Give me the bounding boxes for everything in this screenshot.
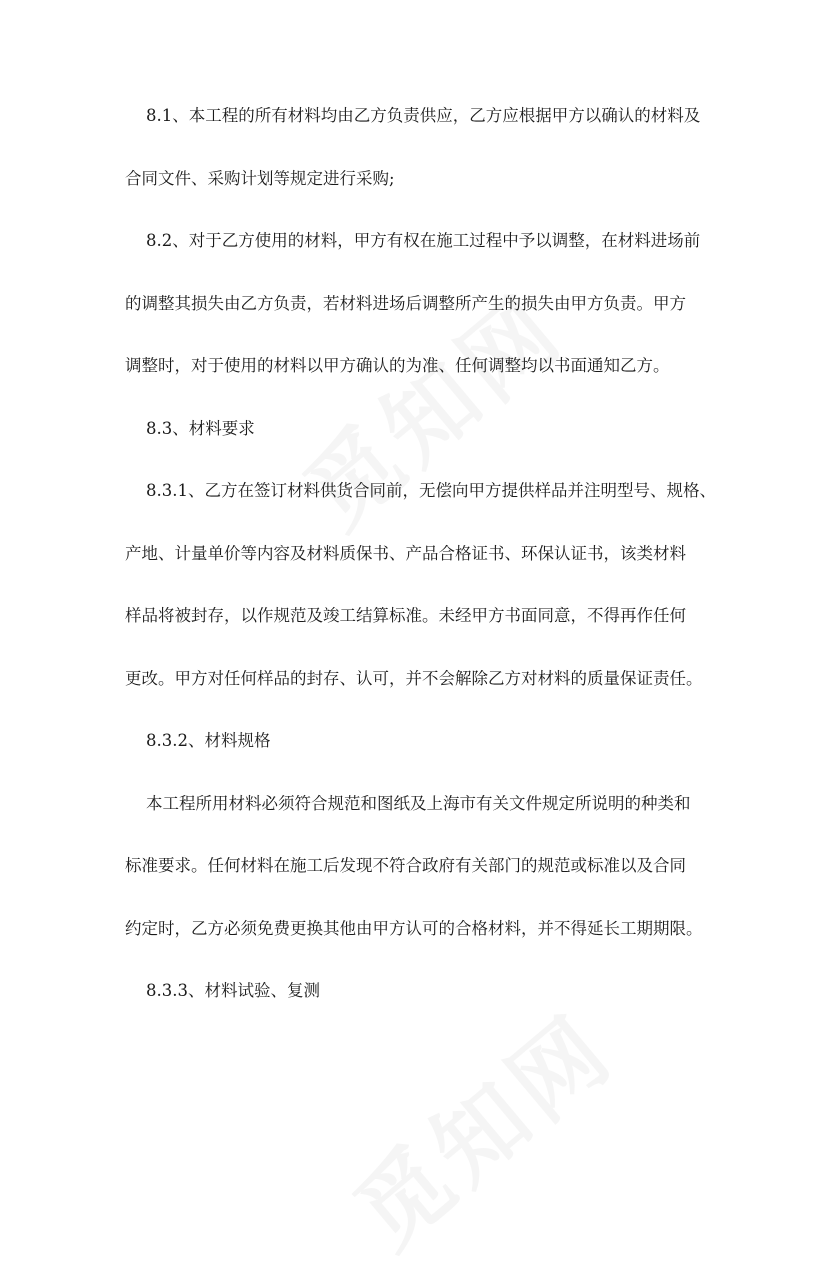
clause-8-2 (125, 221, 715, 409)
section-heading: 8.3.2、材料规格 (146, 731, 271, 750)
paragraph-line: 更改。甲方对任何样品的封存、认可，并不会解除乙方对材料的质量保证责任。 (125, 668, 703, 688)
paragraph-line: 的调整其损失由乙方负责，若材料进场后调整所产生的损失由甲方负责。甲方 (125, 293, 686, 313)
clause-8-3-1 (125, 471, 715, 721)
section-heading: 8.3、材料要求 (146, 418, 255, 438)
clause-8-3-3-heading (125, 971, 715, 1034)
paragraph-line: 标准要求。任何材料在施工后发现不符合政府有关部门的规范或标准以及合同 (125, 856, 686, 875)
paragraph-line: 样品将被封存，以作规范及竣工结算标准。未经甲方书面同意，不得再作任何 (125, 606, 686, 625)
paragraph-line: 调整时，对于使用的材料以甲方确认的为准、任何调整均以书面通知乙方。 (125, 356, 670, 375)
paragraph-line: 约定时，乙方必须免费更换其他由甲方认可的合格材料，并不得延长工期期限。 (125, 918, 703, 938)
paragraph-line: 合同文件、采购计划等规定进行采购; (125, 168, 395, 188)
section-heading: 8.3.3、材料试验、复测 (146, 981, 320, 1000)
paragraph-line: 8.2、对于乙方使用的材料，甲方有权在施工过程中予以调整，在材料进场前 (146, 231, 701, 250)
paragraph-line: 8.1、本工程的所有材料均由乙方负责供应，乙方应根据甲方以确认的材料及 (146, 106, 701, 125)
document-body (125, 96, 715, 1034)
clause-8-1 (125, 96, 715, 221)
clause-8-3-2-body (125, 784, 715, 972)
paragraph-line: 8.3.1、乙方在签订材料供货合同前，无偿向甲方提供样品并注明型号、规格、 (146, 481, 716, 500)
paragraph-line: 本工程所用材料必须符合规范和图纸及上海市有关文件规定所说明的种类和 (146, 793, 691, 813)
clause-8-3-heading (125, 409, 715, 472)
paragraph-line: 产地、计量单价等内容及材料质保书、产品合格证书、环保认证书，该类材料 (125, 543, 686, 563)
clause-8-3-2-heading (125, 721, 715, 784)
